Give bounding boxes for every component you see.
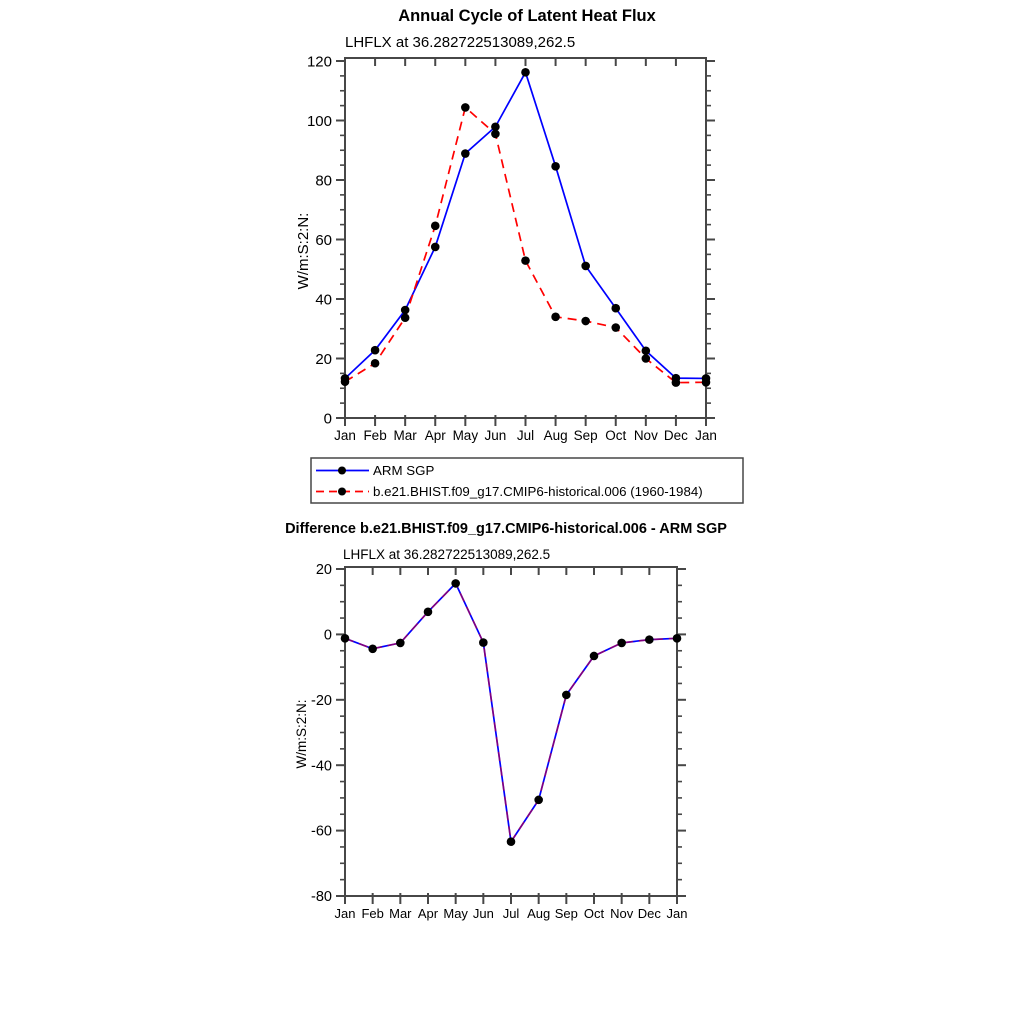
data-point-marker — [521, 256, 530, 265]
data-point-marker — [431, 243, 440, 252]
data-point-marker — [396, 639, 405, 648]
x-tick-label: Nov — [610, 906, 634, 921]
x-tick-label: Sep — [573, 428, 598, 443]
bottom-chart-plot — [311, 562, 687, 921]
data-point-marker — [424, 608, 433, 617]
x-tick-label: Jun — [484, 428, 507, 443]
y-tick-label: 120 — [306, 53, 332, 71]
data-point-marker — [611, 323, 620, 332]
x-tick-label: Feb — [363, 428, 387, 443]
data-point-marker — [534, 796, 543, 805]
plot-frame — [345, 58, 706, 418]
x-tick-label: Apr — [417, 906, 439, 921]
data-point-marker — [672, 378, 681, 387]
y-tick-label: -60 — [311, 823, 332, 840]
series-line-0 — [345, 72, 706, 378]
data-point-marker — [341, 634, 350, 643]
data-point-marker — [371, 359, 380, 368]
legend-marker-model — [338, 488, 346, 496]
y-tick-label: 0 — [323, 627, 332, 644]
x-tick-label: Jul — [502, 906, 520, 921]
data-point-marker — [461, 103, 470, 112]
x-tick-label: Jan — [334, 906, 356, 921]
data-point-marker — [491, 130, 500, 139]
x-tick-label: Jan — [666, 906, 688, 921]
data-point-marker — [642, 354, 651, 363]
x-tick-label: Aug — [543, 428, 568, 443]
x-tick-label: Dec — [637, 906, 661, 921]
data-point-marker — [617, 639, 626, 648]
y-tick-label: 0 — [323, 410, 332, 428]
top-chart-title: Annual Cycle of Latent Heat Flux — [398, 7, 656, 25]
y-tick-label: -80 — [311, 889, 332, 906]
x-tick-label: Dec — [663, 428, 688, 443]
plot-frame — [345, 567, 677, 896]
x-tick-label: Aug — [527, 906, 551, 921]
x-tick-label: Jun — [472, 906, 494, 921]
data-point-marker — [581, 317, 590, 326]
x-tick-label: Jan — [334, 428, 356, 443]
bottom-chart-subtitle: LHFLX at 36.282722513089,262.5 — [343, 547, 551, 562]
data-point-marker — [562, 691, 571, 700]
x-tick-label: Jul — [516, 428, 535, 443]
data-point-marker — [551, 162, 560, 171]
y-tick-label: 40 — [315, 291, 332, 309]
x-tick-label: Oct — [583, 906, 605, 921]
data-point-marker — [551, 313, 560, 322]
y-tick-label: -40 — [311, 758, 332, 775]
data-point-marker — [451, 579, 460, 588]
series-line-0 — [345, 583, 677, 841]
top-chart-plot — [307, 53, 717, 443]
data-point-marker — [461, 149, 470, 158]
data-point-marker — [521, 68, 530, 77]
legend-marker-arm-sgp — [338, 467, 346, 475]
y-tick-label: 20 — [315, 350, 332, 368]
x-tick-label: Mar — [389, 906, 412, 921]
y-tick-label: -20 — [311, 692, 332, 709]
legend-label-arm-sgp: ARM SGP — [373, 463, 435, 478]
data-point-marker — [368, 644, 377, 653]
data-point-marker — [371, 346, 380, 355]
data-point-marker — [341, 377, 350, 386]
data-point-marker — [702, 378, 711, 387]
x-tick-label: Feb — [361, 906, 384, 921]
y-tick-label: 100 — [306, 112, 332, 130]
series-line-1 — [345, 107, 706, 382]
data-point-marker — [581, 262, 590, 271]
data-point-marker — [431, 222, 440, 231]
top-chart-subtitle: LHFLX at 36.282722513089,262.5 — [345, 34, 576, 51]
legend — [311, 458, 743, 503]
y-tick-label: 60 — [315, 231, 332, 249]
bottom-chart-y-axis-label: W/m:S:2:N: — [294, 699, 309, 769]
top-chart-y-axis-label: W/m:S:2:N: — [295, 212, 312, 290]
data-point-marker — [611, 304, 620, 313]
data-point-marker — [507, 837, 516, 846]
data-point-marker — [645, 635, 654, 644]
legend-label-model: b.e21.BHIST.f09_g17.CMIP6-historical.006 (1960-1984) — [373, 484, 703, 499]
data-point-marker — [401, 306, 410, 315]
x-tick-label: Mar — [393, 428, 417, 443]
x-tick-label: May — [443, 906, 468, 921]
y-tick-label: 80 — [315, 172, 332, 190]
data-point-marker — [401, 313, 410, 322]
x-tick-label: Nov — [633, 428, 658, 443]
x-tick-label: Jan — [695, 428, 717, 443]
data-point-marker — [479, 638, 488, 647]
series-overlay-0 — [345, 583, 677, 841]
data-point-marker — [673, 634, 682, 643]
x-tick-label: Oct — [605, 428, 627, 443]
y-tick-label: 20 — [315, 562, 332, 579]
x-tick-label: Sep — [554, 906, 578, 921]
data-point-marker — [590, 652, 599, 661]
x-tick-label: Apr — [424, 428, 446, 443]
data-point-marker — [642, 346, 651, 355]
bottom-chart-title: Difference b.e21.BHIST.f09_g17.CMIP6-historical.006 - ARM SGP — [285, 521, 727, 537]
x-tick-label: May — [452, 428, 479, 443]
